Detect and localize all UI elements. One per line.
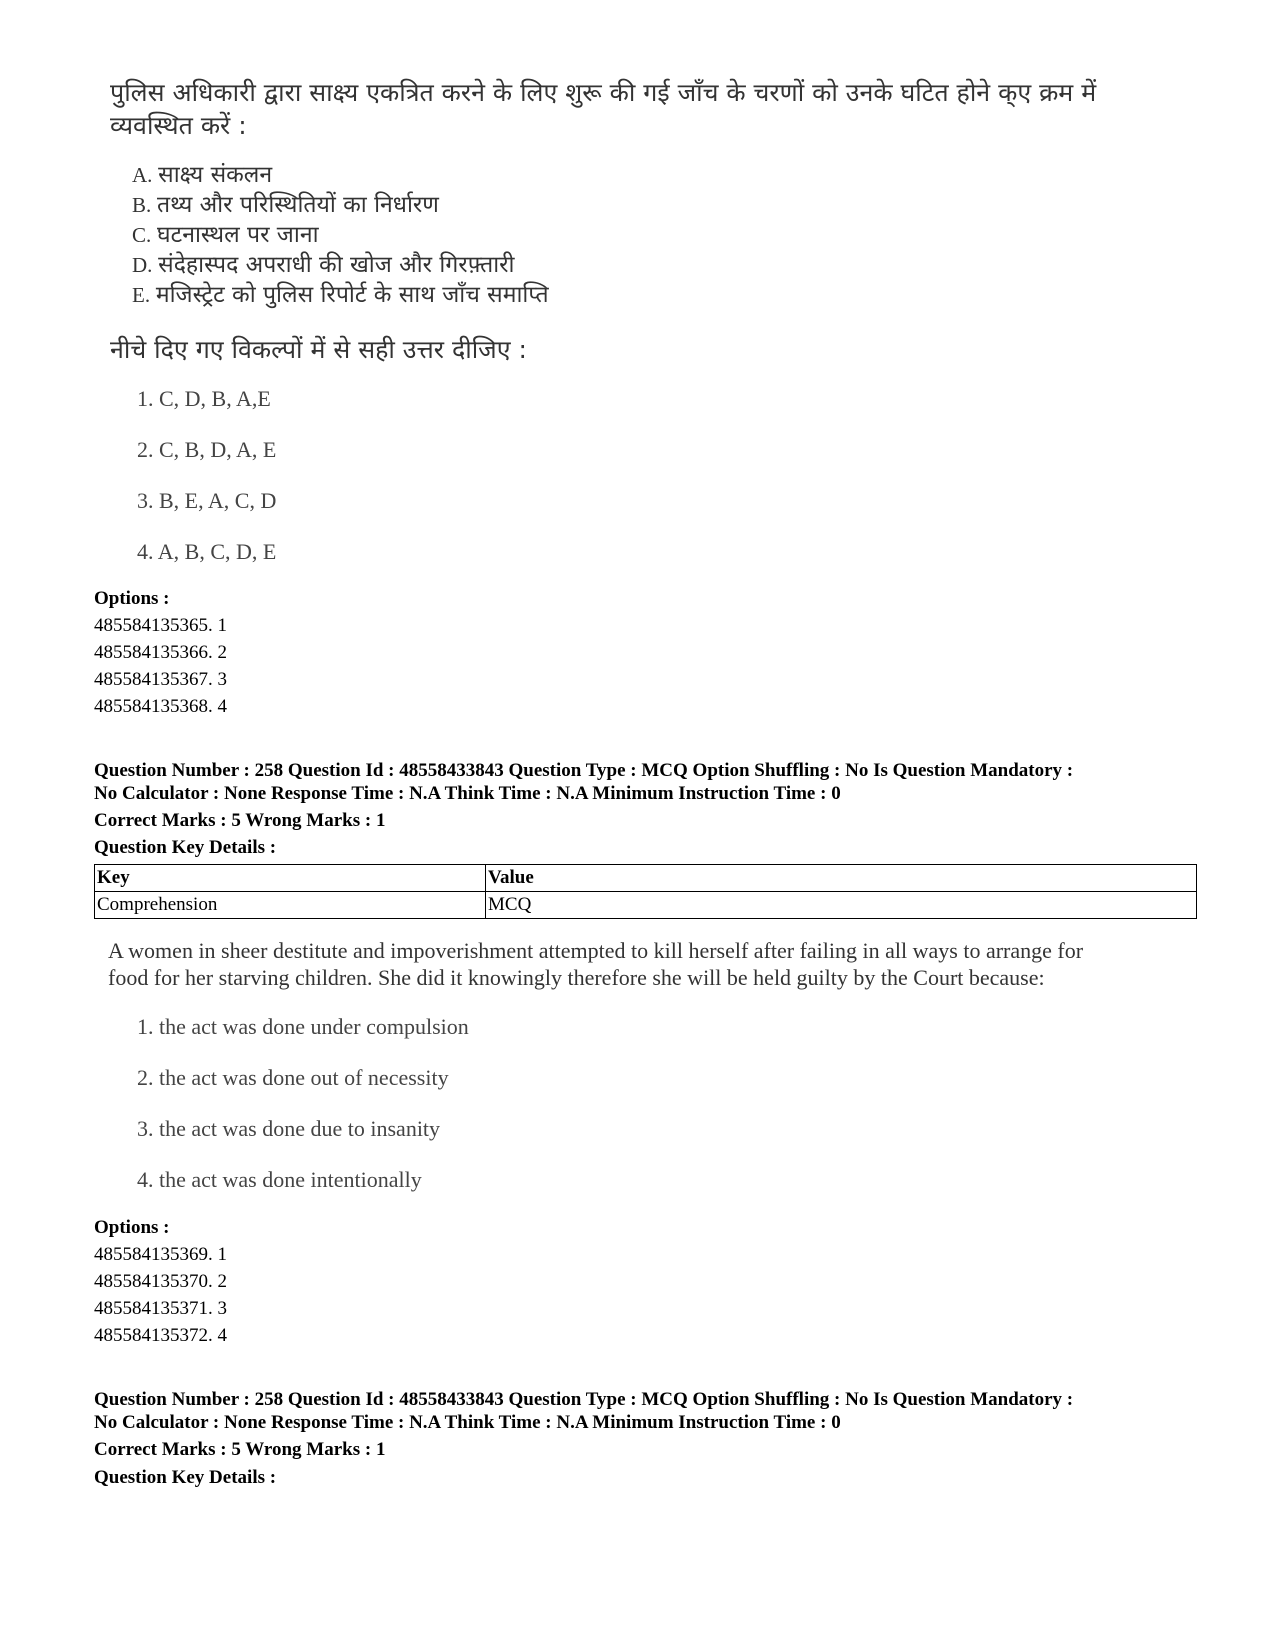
question-1-choice-2: 2. C, B, D, A, E <box>137 437 277 462</box>
marks-info: Correct Marks : 5 Wrong Marks : 1 <box>94 1439 386 1460</box>
question-meta-line-1: Question Number : 258 Question Id : 48558433843 Question Type : MCQ Option Shuffling : No Is Question Mandatory : <box>94 1389 1074 1410</box>
options-heading: Options : <box>94 1217 170 1238</box>
question-1-choice-1: 1. C, D, B, A,E <box>137 386 271 411</box>
question-2-choice-1: 1. the act was done under compulsion <box>137 1014 469 1039</box>
key-details-heading: Question Key Details : <box>94 837 277 858</box>
option-id: 485584135365. 1 <box>94 615 227 636</box>
question-1-choice-4: 4. A, B, C, D, E <box>137 539 277 564</box>
question-1-line-1: पुलिस अधिकारी द्वारा साक्ष्य एकत्रित करने के लिए शुरू की गई जाँच के चरणों को उनके घटित होने क्ए क्रम में <box>110 78 1097 107</box>
option-id: 485584135366. 2 <box>94 642 227 663</box>
statement-label: B. <box>132 193 152 217</box>
option-id: 485584135369. 1 <box>94 1244 227 1265</box>
statement-label: D. <box>132 253 153 277</box>
question-1-line-2: व्यवस्थित करें : <box>110 111 247 140</box>
question-1-text <box>110 76 1110 142</box>
options-heading: Options : <box>94 588 170 609</box>
statement-text: तथ्य और परिस्थितियों का निर्धारण <box>157 192 439 218</box>
question-2-line-2: food for her starving children. She did it knowingly therefore she will be held guilty by the Court because: <box>108 965 1045 990</box>
statement-label: C. <box>132 223 152 247</box>
question-1-choice-3: 3. B, E, A, C, D <box>137 488 277 513</box>
question-meta-line-1: Question Number : 258 Question Id : 48558433843 Question Type : MCQ Option Shuffling : No Is Question Mandatory : <box>94 760 1074 781</box>
statement-c <box>132 219 319 251</box>
statement-d <box>132 249 515 281</box>
question-2-text <box>108 937 1188 991</box>
question-2-choice-3: 3. the act was done due to insanity <box>137 1116 441 1141</box>
question-1-instruction: नीचे दिए गए विकल्पों में से सही उत्तर दीजिए : <box>110 335 527 364</box>
statement-a <box>132 159 272 191</box>
option-id: 485584135367. 3 <box>94 669 227 690</box>
question-meta-line-2: No Calculator : None Response Time : N.A Think Time : N.A Minimum Instruction Time : 0 <box>94 783 841 804</box>
table-header-key: Key <box>95 865 486 892</box>
table-header-row <box>95 865 1197 892</box>
statement-label: A. <box>132 163 153 187</box>
marks-info: Correct Marks : 5 Wrong Marks : 1 <box>94 810 386 831</box>
question-2-choice-2: 2. the act was done out of necessity <box>137 1065 449 1090</box>
statement-e <box>132 279 549 311</box>
option-id: 485584135372. 4 <box>94 1325 227 1346</box>
question-meta-line-2: No Calculator : None Response Time : N.A Think Time : N.A Minimum Instruction Time : 0 <box>94 1412 841 1433</box>
statement-text: घटनास्थल पर जाना <box>157 222 319 248</box>
statement-label: E. <box>132 283 151 307</box>
key-details-table <box>94 864 1197 919</box>
option-id: 485584135371. 3 <box>94 1298 227 1319</box>
statement-text: संदेहास्पद अपराधी की खोज और गिरफ़्तारी <box>158 252 515 278</box>
question-2-choice-4: 4. the act was done intentionally <box>137 1167 422 1192</box>
option-id: 485584135368. 4 <box>94 696 227 717</box>
table-cell-value: MCQ <box>486 892 1197 919</box>
question-2-line-1: A women in sheer destitute and impoverishment attempted to kill herself after failing in all ways to arrange for <box>108 938 1084 963</box>
statement-b <box>132 189 439 221</box>
table-header-value: Value <box>486 865 1197 892</box>
statement-text: साक्ष्य संकलन <box>158 162 273 188</box>
key-details-heading: Question Key Details : <box>94 1467 277 1488</box>
table-cell-key: Comprehension <box>95 892 486 919</box>
statement-text: मजिस्ट्रेट को पुलिस रिपोर्ट के साथ जाँच समाप्ति <box>155 282 549 308</box>
option-id: 485584135370. 2 <box>94 1271 227 1292</box>
table-row <box>95 892 1197 919</box>
